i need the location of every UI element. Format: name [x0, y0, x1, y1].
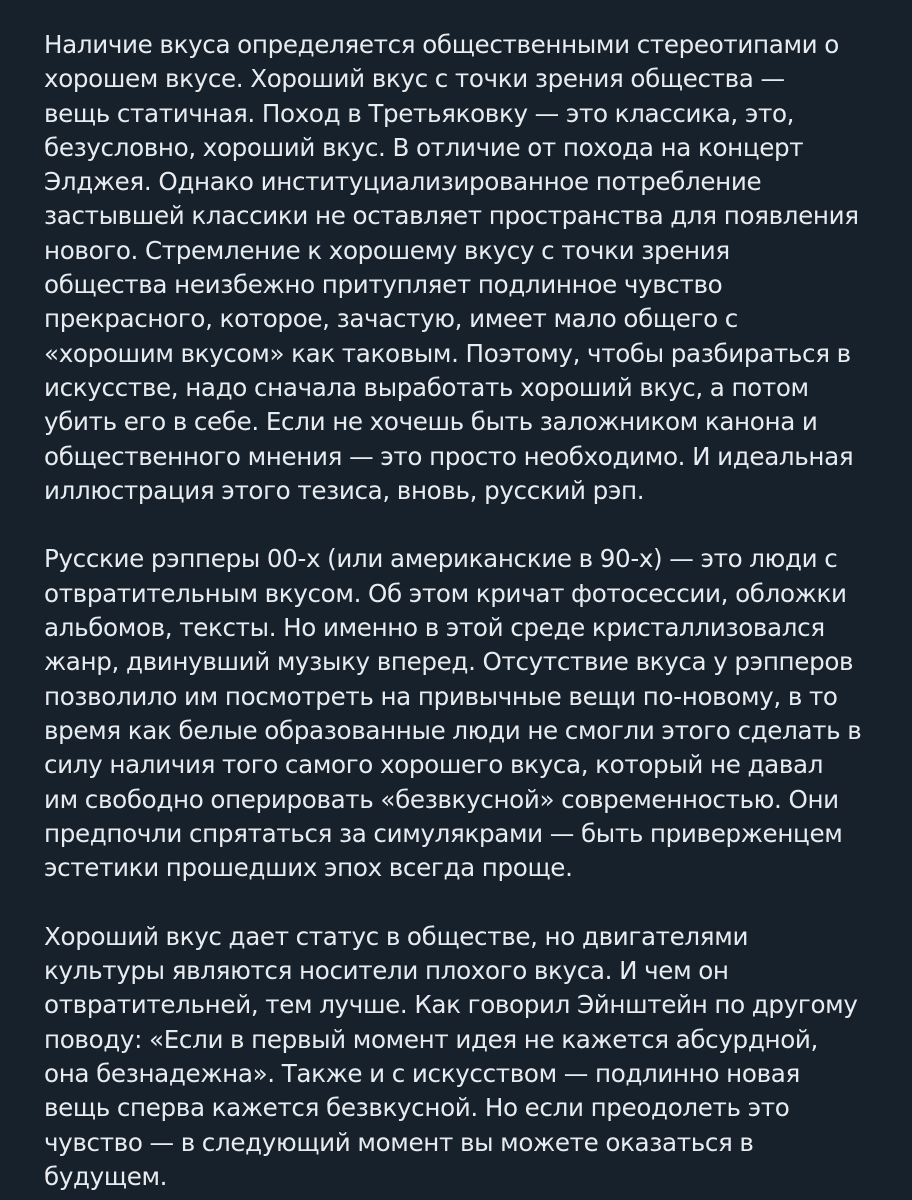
text-line: поводу: «Если в первый момент идея не кажется абсурдной, [44, 1024, 819, 1054]
text-line: нового. Стремление к хорошему вкусу с точки зрения [44, 235, 730, 265]
paragraph-gap [44, 508, 868, 542]
text-line: убить его в себе. Если не хочешь быть заложником канона и [44, 407, 818, 437]
text-line: чувство — в следующий момент вы можете оказаться в [44, 1127, 754, 1157]
text-line: безусловно, хороший вкус. В отличие от похода на концерт [44, 132, 804, 162]
text-line: жанр, двинувший музыку вперед. Отсутствие вкуса у рэпперов [44, 647, 854, 677]
text-line: им свободно оперировать «безвкусной» современностью. Они [44, 784, 839, 814]
text-line: Русские рэпперы 00-х (или американские в 90-х) — это люди с [44, 544, 838, 574]
text-line: предпочли спрятаться за симулякрами — быть приверженцем [44, 818, 843, 848]
text-line: общества неизбежно притупляет подлинное чувство [44, 270, 723, 300]
text-line: культуры являются носители плохого вкуса. И чем он [44, 956, 729, 986]
text-line: эстетики прошедших эпох всегда проще. [44, 853, 573, 883]
document-body [44, 28, 868, 1194]
paragraph-1 [44, 28, 868, 508]
text-line: отвратительней, тем лучше. Как говорил Эйнштейн по другому [44, 990, 858, 1020]
text-line: застывшей классики не оставляет пространства для появления [44, 201, 859, 231]
text-line: время как белые образованные люди не смогли этого сделать в [44, 715, 862, 745]
paragraph-2 [44, 542, 868, 885]
paragraph-gap [44, 885, 868, 919]
text-line: вещь сперва кажется безвкусной. Но если преодолеть это [44, 1093, 790, 1123]
text-line: она безнадежна». Также и с искусством — подлинно новая [44, 1058, 800, 1088]
text-line: иллюстрация этого тезиса, вновь, русский рэп. [44, 475, 645, 505]
text-line: Хороший вкус дает статус в обществе, но двигателями [44, 921, 749, 951]
text-line: вещь статичная. Поход в Третьяковку — это классика, это, [44, 98, 795, 128]
text-line: позволило им посмотреть на привычные вещи по-новому, в то [44, 681, 838, 711]
text-line: общественного мнения — это просто необходимо. И идеальная [44, 441, 854, 471]
text-line: «хорошим вкусом» как таковым. Поэтому, чтобы разбираться в [44, 338, 851, 368]
text-line: прекрасного, которое, зачастую, имеет мало общего с [44, 304, 738, 334]
paragraph-3 [44, 920, 868, 1194]
text-line: отвратительным вкусом. Об этом кричат фотосессии, обложки [44, 578, 847, 608]
text-line: хорошем вкусе. Хороший вкус с точки зрения общества — [44, 64, 785, 94]
text-line: будущем. [44, 1161, 168, 1191]
text-line: Элджея. Однако институциализированное потребление [44, 167, 762, 197]
text-line: Наличие вкуса определяется общественными стереотипами о [44, 30, 839, 59]
text-line: альбомов, тексты. Но именно в этой среде кристаллизовался [44, 613, 825, 643]
text-line: искусстве, надо сначала выработать хороший вкус, а потом [44, 372, 809, 402]
text-line: силу наличия того самого хорошего вкуса, который не давал [44, 750, 824, 780]
